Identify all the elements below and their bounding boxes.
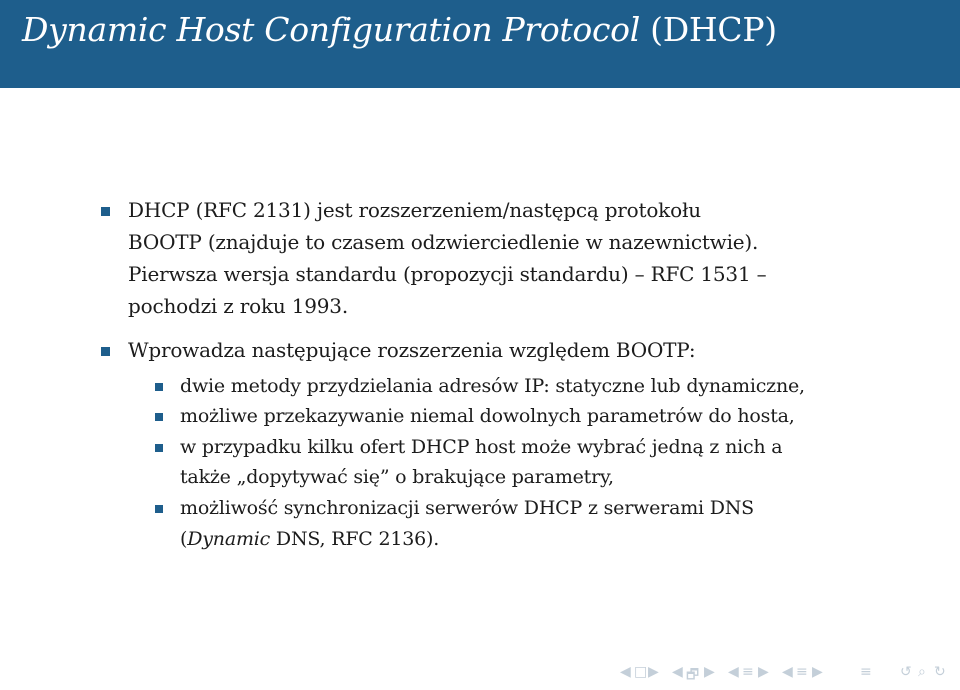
sub-bullet-4-line-2 bbox=[180, 527, 439, 551]
nav-part-icon[interactable]: ≡ bbox=[796, 664, 808, 680]
nav-subsection-next-icon[interactable]: ▶ bbox=[758, 664, 769, 680]
sub-bullet-marker bbox=[155, 383, 163, 391]
navigation-bar bbox=[620, 664, 956, 684]
nav-subsection-icon[interactable]: ≡ bbox=[742, 664, 754, 680]
dynamic-italic: Dynamic bbox=[187, 528, 271, 550]
nav-subsection-prev-icon[interactable]: ◀ bbox=[728, 664, 739, 680]
sub-bullet-marker bbox=[155, 413, 163, 421]
nav-section-prev-icon[interactable]: ◀ bbox=[672, 664, 683, 680]
sub-bullet-marker bbox=[155, 444, 163, 452]
nav-first-icon[interactable]: ◀ bbox=[620, 664, 631, 680]
bullet-1-line-1: DHCP (RFC 2131) jest rozszerzeniem/następcą protokołu bbox=[128, 198, 701, 222]
sub-bullet-4-line-1: możliwość synchronizacji serwerów DHCP z serwerami DNS bbox=[180, 497, 754, 519]
nav-outline-icon[interactable]: ≡ bbox=[860, 664, 872, 680]
nav-part-next-icon[interactable]: ▶ bbox=[812, 664, 823, 680]
nav-frame-prev-icon[interactable]: □ bbox=[634, 664, 648, 680]
sub-bullet-3-line-1: w przypadku kilku ofert DHCP host może wybrać jedną z nich a bbox=[180, 436, 783, 458]
bullet-marker bbox=[101, 207, 110, 216]
bullet-marker bbox=[101, 347, 110, 356]
nav-back-icon[interactable]: ↺ bbox=[900, 664, 912, 680]
bullet-1-line-4: pochodzi z roku 1993. bbox=[128, 294, 348, 318]
paren-open: ( bbox=[180, 528, 188, 550]
nav-section-icon[interactable]: 🗗 bbox=[686, 667, 700, 683]
nav-search-icon[interactable]: ⌕ bbox=[918, 664, 926, 680]
nav-frame-next-icon[interactable]: ▶ bbox=[648, 664, 659, 680]
bullet-2-line-1: Wprowadza następujące rozszerzenia względem BOOTP: bbox=[128, 338, 696, 362]
bullet-1-line-3: Pierwsza wersja standardu (propozycji standardu) – RFC 1531 – bbox=[128, 262, 767, 286]
slide-title-acronym: (DHCP) bbox=[650, 10, 777, 49]
sub-bullet-marker bbox=[155, 505, 163, 513]
nav-section-next-icon[interactable]: ▶ bbox=[704, 664, 715, 680]
nav-part-prev-icon[interactable]: ◀ bbox=[782, 664, 793, 680]
bullet-1-line-2: BOOTP (znajduje to czasem odzwierciedlenie w nazewnictwie). bbox=[128, 230, 759, 254]
sub-bullet-1-line-1: dwie metody przydzielania adresów IP: statyczne lub dynamiczne, bbox=[180, 375, 805, 397]
sub-bullet-3-line-2: także „dopytywać się” o brakujące parametry, bbox=[180, 466, 614, 488]
sub-bullet-2-line-1: możliwe przekazywanie niemal dowolnych parametrów do hosta, bbox=[180, 405, 795, 427]
nav-forward-icon[interactable]: ↻ bbox=[934, 664, 946, 680]
dns-rfc-text: DNS, RFC 2136). bbox=[270, 528, 440, 550]
slide-title-italic: Dynamic Host Configuration Protocol bbox=[22, 10, 640, 49]
